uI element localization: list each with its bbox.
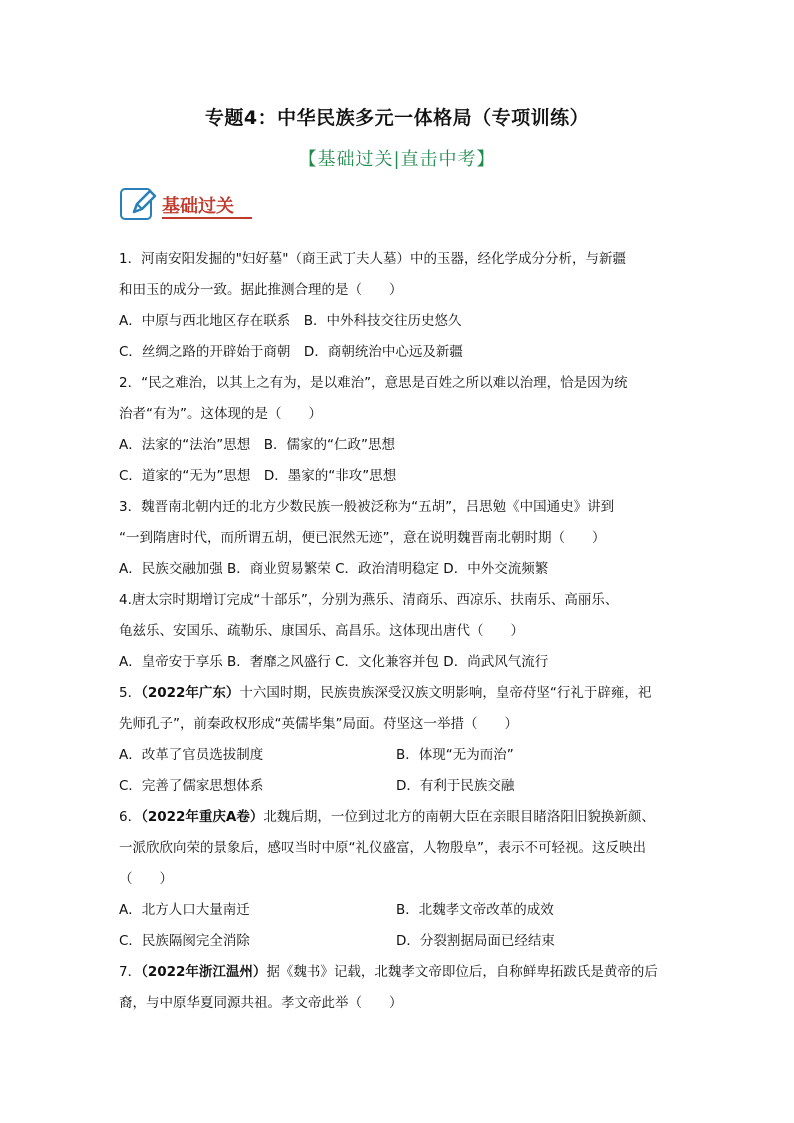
- option-text: C．完善了儒家思想体系: [119, 778, 264, 794]
- page-subtitle: 【基础过关|直击中考】: [298, 149, 496, 170]
- text-line: A．皇帝安于享乐 B．奢靡之风盛行 C．文化兼容并包 D．尚武风气流行: [119, 654, 549, 670]
- option-row: [119, 771, 679, 802]
- text-line: 4.唐太宗时期增订完成“十部乐”，分别为燕乐、清商乐、西凉乐、扶南乐、高丽乐、: [119, 592, 619, 608]
- question-text: 据《魏书》记载，北魏孝文帝即位后，自称鲜卑拓跋氏是黄帝的后: [266, 964, 658, 980]
- text-line: 2．“民之难治，以其上之有为，是以难治”，意思是百姓之所以难以治理，恰是因为统: [119, 375, 628, 391]
- text-line: 1．河南安阳发掘的"妇好墓"（商王武丁夫人墓）中的玉器，经化学成分分析，与新疆: [119, 251, 627, 267]
- option-text: D．有利于民族交融: [396, 778, 515, 794]
- question-source: （2022年重庆A卷）: [141, 809, 264, 825]
- text-line: 治者“有为”。这体现的是（ ）: [119, 406, 322, 422]
- question-source: （2022年浙江温州）: [141, 964, 267, 980]
- question-text: 北魏后期，一位到过北方的南朝大臣在亲眼目睹洛阳旧貌换新颜、: [263, 809, 655, 825]
- text-line: [119, 957, 679, 988]
- pencil-icon: [128, 186, 158, 218]
- option-text: D．分裂割据局面已经结束: [396, 933, 555, 949]
- text-line: A．民族交融加强 B．商业贸易繁荣 C．政治清明稳定 D．中外交流频繁: [119, 561, 549, 577]
- text-line: 和田玉的成分一致。据此推测合理的是（ ）: [119, 282, 403, 298]
- text-line: A．中原与西北地区存在联系 B．中外科技交往历史悠久: [119, 313, 462, 329]
- question-number: 5．: [119, 685, 142, 701]
- section-underline: [162, 217, 252, 219]
- page-title: 专题4：中华民族多元一体格局（专项训练）: [204, 107, 590, 129]
- text-line: [119, 678, 679, 709]
- text-line: C．道家的“无为”思想 D．墨家的“非攻”思想: [119, 468, 397, 484]
- text-line: C．丝绸之路的开辟始于商朝 D．商朝统治中心远及新疆: [119, 344, 463, 360]
- section-badge: [120, 186, 260, 226]
- text-line: [119, 802, 679, 833]
- text-line: 龟兹乐、安国乐、疏勒乐、康国乐、高昌乐。这体现出唐代（ ）: [119, 623, 524, 639]
- text-line: 先师孔子”，前秦政权形成“英儒毕集”局面。苻坚这一举措（ ）: [119, 716, 518, 732]
- text-line: 3．魏晋南北朝内迁的北方少数民族一般被泛称为“五胡”，吕思勉《中国通史》讲到: [119, 499, 615, 515]
- text-line: （ ）: [119, 871, 173, 887]
- question-list: [119, 244, 679, 1019]
- text-line: A．法家的“法治”思想 B．儒家的“仁政”思想: [119, 437, 395, 453]
- section-label: 基础过关: [162, 196, 234, 217]
- text-line: 裔，与中原华夏同源共祖。孝文帝此举（ ）: [119, 995, 403, 1011]
- question-source: （2022年广东）: [141, 685, 240, 701]
- text-line: 一派欣欣向荣的景象后，感叹当时中原“礼仪盛富，人物殷阜”，表示不可轻视。这反映出: [119, 840, 646, 856]
- option-text: C．民族隔阂完全消除: [119, 933, 250, 949]
- question-number: 6．: [119, 809, 142, 825]
- option-text: A．改革了官员选拔制度: [119, 747, 264, 763]
- option-text: A．北方人口大量南迁: [119, 902, 250, 918]
- question-text: 十六国时期，民族贵族深受汉族文明影响，皇帝苻坚“行礼于辟雍，祀: [239, 685, 652, 701]
- option-row: [119, 895, 679, 926]
- option-row: [119, 926, 679, 957]
- text-line: “一到隋唐时代，而所谓五胡，便已泯然无迹”，意在说明魏晋南北朝时期（ ）: [119, 530, 606, 546]
- option-text: B．北魏孝文帝改革的成效: [396, 902, 554, 918]
- option-text: B．体现“无为而治”: [396, 747, 514, 763]
- option-row: [119, 740, 679, 771]
- question-number: 7．: [119, 964, 142, 980]
